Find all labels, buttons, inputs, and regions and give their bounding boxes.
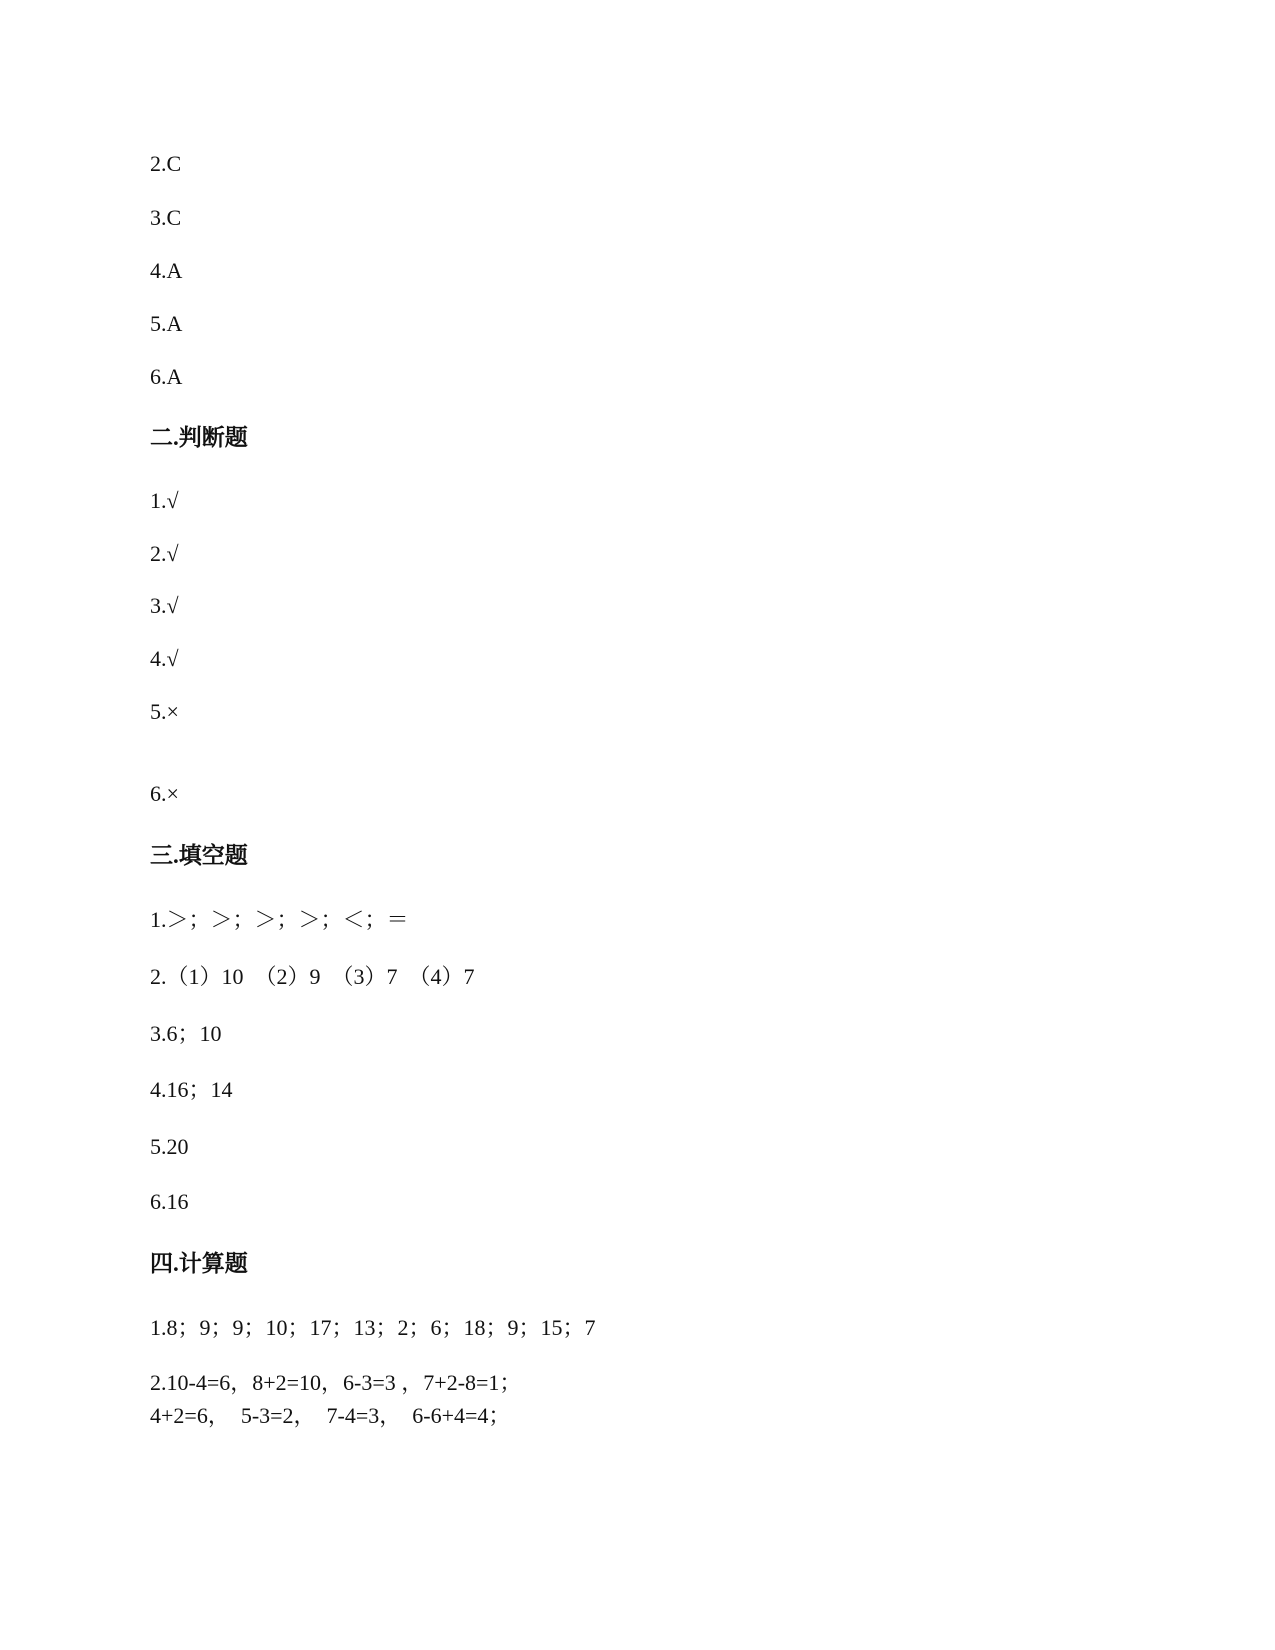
calculation-answer: 4+2=6， 5-3=2， 7-4=3， 6-6+4=4；	[150, 1403, 511, 1428]
calculation-answer: 1.8；9；9；10；17；13；2；6；18；9；15；7	[150, 1315, 596, 1340]
judgment-answer: 6.×	[150, 781, 179, 806]
judgment-answer: 5.×	[150, 699, 179, 724]
judgment-answer: 1.√	[150, 488, 179, 513]
judgment-answer: 4.√	[150, 646, 179, 671]
section-heading-judgment: 二.判断题	[150, 425, 248, 450]
fill-in-answer: 4.16；14	[150, 1077, 233, 1102]
fill-in-answer: 1.＞；＞；＞；＞；＜；＝	[150, 907, 409, 932]
fill-in-answer: 2.（1）10 （2）9 （3）7 （4）7	[150, 964, 475, 989]
choice-answer: 6.A	[150, 364, 183, 389]
section-heading-fill-in: 三.填空题	[150, 843, 248, 868]
choice-answer: 2.C	[150, 151, 182, 176]
calculation-answer: 2.10-4=6，8+2=10，6-3=3 ，7+2-8=1；	[150, 1370, 522, 1395]
judgment-answer: 3.√	[150, 593, 179, 618]
choice-answer: 5.A	[150, 311, 183, 336]
section-heading-calculation: 四.计算题	[150, 1251, 248, 1276]
choice-answer: 4.A	[150, 258, 183, 283]
choice-answer: 3.C	[150, 205, 182, 230]
fill-in-answer: 3.6；10	[150, 1021, 222, 1046]
fill-in-answer: 5.20	[150, 1134, 189, 1159]
judgment-answer: 2.√	[150, 541, 179, 566]
fill-in-answer: 6.16	[150, 1189, 189, 1214]
